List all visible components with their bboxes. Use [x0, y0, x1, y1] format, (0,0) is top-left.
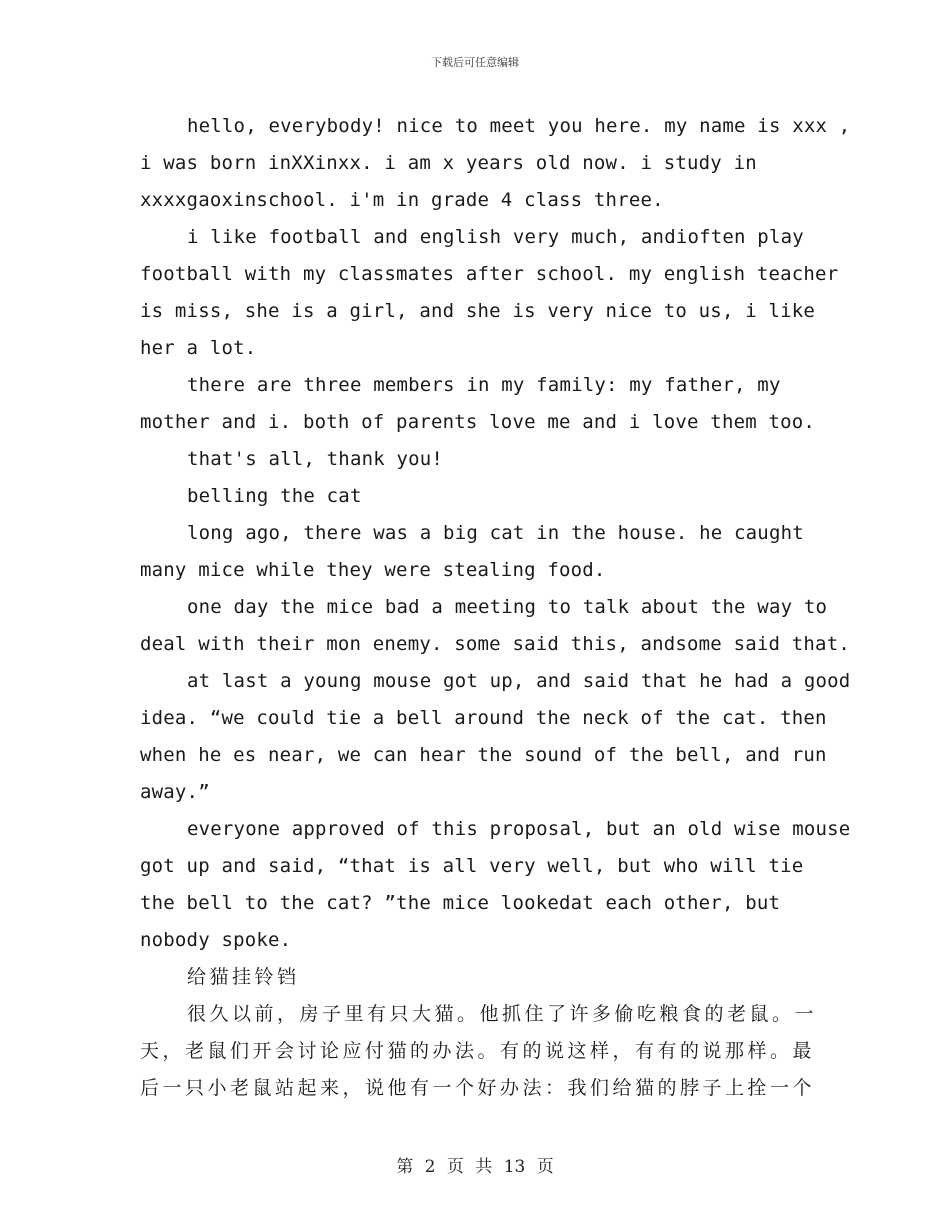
- text-line: 后一只小老鼠站起来，说他有一个好办法：我们给猫的脖子上拴一个: [140, 1077, 816, 1099]
- text-line: everyone approved of this proposal, but an old wise mouse: [187, 818, 851, 840]
- text-line: long ago, there was a big cat in the house. he caught: [187, 522, 804, 544]
- text-line: that's all, thank you!: [187, 448, 444, 470]
- text-line: at last a young mouse got up, and said that he had a good: [187, 670, 851, 692]
- text-line: there are three members in my family: my father, my: [187, 374, 781, 396]
- text-line: one day the mice bad a meeting to talk about the way to: [187, 596, 828, 618]
- text-line: mother and i. both of parents love me and i love them too.: [140, 411, 816, 433]
- text-line: is miss, she is a girl, and she is very nice to us, i like: [140, 300, 816, 322]
- text-line: i like football and english very much, andioften play: [187, 226, 804, 248]
- text-line: 天，老鼠们开会讨论应付猫的办法。有的说这样，有有的说那样。最: [140, 1040, 816, 1062]
- text-line: deal with their mon enemy. some said this, andsome said that.: [140, 633, 850, 655]
- text-line: idea. “we could tie a bell around the neck of the cat. then: [140, 707, 827, 729]
- text-line: i was born inXXinxx. i am x years old now. i study in: [140, 152, 757, 174]
- text-line: xxxxgaoxinschool. i'm in grade 4 class three.: [140, 189, 664, 211]
- text-line: football with my classmates after school. my english teacher: [140, 263, 839, 285]
- text-line: away.”: [140, 781, 210, 803]
- text-line: the bell to the cat? ”the mice lookedat each other, but: [140, 892, 781, 914]
- text-line: her a lot.: [140, 337, 257, 359]
- text-line: nobody spoke.: [140, 929, 292, 951]
- page-footer: 第 2 页 共 13 页: [396, 1157, 554, 1177]
- text-line: 给猫挂铃铛: [187, 966, 300, 988]
- text-line: got up and said, “that is all very well, but who will tie: [140, 855, 804, 877]
- page-header: 下载后可任意编辑: [431, 56, 519, 69]
- text-line: many mice while they were stealing food.: [140, 559, 606, 581]
- text-line: when he es near, we can hear the sound of the bell, and run: [140, 744, 827, 766]
- text-line: hello, everybody! nice to meet you here. my name is xxx ,: [187, 115, 851, 137]
- document-body: [140, 108, 851, 1107]
- text-line: belling the cat: [187, 485, 362, 507]
- text-line: 很久以前，房子里有只大猫。他抓住了许多偷吃粮食的老鼠。一: [187, 1003, 818, 1025]
